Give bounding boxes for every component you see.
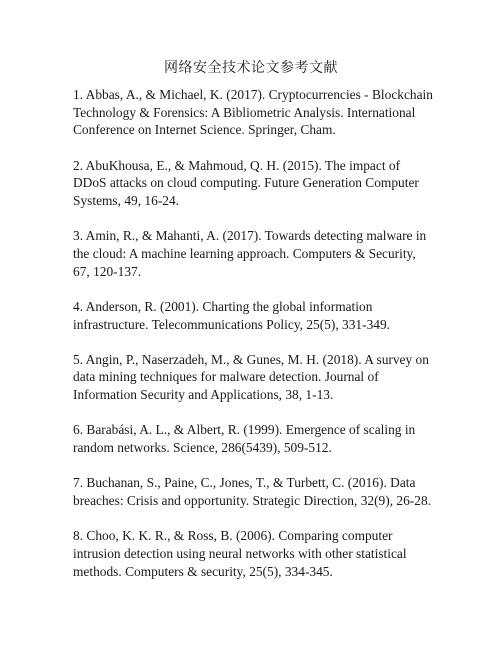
reference-line: intrusion detection using neural networks with other statistical bbox=[73, 545, 407, 561]
reference-line: data mining techniques for malware detection. Journal of bbox=[73, 369, 379, 385]
reference-line: DDoS attacks on cloud computing. Future Generation Computer bbox=[73, 175, 419, 191]
reference-item bbox=[73, 474, 433, 509]
reference-line: 67, 120-137. bbox=[73, 263, 142, 279]
reference-line: random networks. Science, 286(5439), 509-512. bbox=[73, 440, 332, 456]
reference-line: 3. Amin, R., & Mahanti, A. (2017). Towards detecting malware in bbox=[73, 228, 427, 244]
reference-item bbox=[73, 157, 433, 210]
document-title: 网络安全技术论文参考文献 bbox=[164, 60, 338, 76]
reference-line: 8. Choo, K. K. R., & Ross, B. (2006). Comparing computer bbox=[73, 528, 393, 544]
reference-item bbox=[73, 527, 433, 580]
reference-line: 5. Angin, P., Naserzadeh, M., & Gunes, M. H. (2018). A survey on bbox=[73, 351, 429, 367]
reference-line: Systems, 49, 16-24. bbox=[73, 193, 180, 209]
reference-line: the cloud: A machine learning approach. Computers & Security, bbox=[73, 245, 416, 261]
reference-line: infrastructure. Telecommunications Policy, 25(5), 331-349. bbox=[73, 316, 391, 332]
reference-line: 7. Buchanan, S., Paine, C., Jones, T., & Turbett, C. (2016). Data bbox=[73, 475, 416, 491]
reference-line: Technology & Forensics: A Bibliometric Analysis. International bbox=[73, 104, 416, 120]
reference-list bbox=[73, 86, 433, 598]
reference-line: methods. Computers & security, 25(5), 334-345. bbox=[73, 563, 333, 579]
reference-line: 6. Barabási, A. L., & Albert, R. (1999). Emergence of scaling in bbox=[73, 422, 416, 438]
reference-item bbox=[73, 351, 433, 404]
reference-line: breaches: Crisis and opportunity. Strategic Direction, 32(9), 26-28. bbox=[73, 492, 431, 508]
reference-item bbox=[73, 227, 433, 280]
reference-line: 4. Anderson, R. (2001). Charting the global information bbox=[73, 298, 373, 314]
reference-line: 2. AbuKhousa, E., & Mahmoud, Q. H. (2015). The impact of bbox=[73, 157, 401, 173]
reference-line: Conference on Internet Science. Springer, Cham. bbox=[73, 122, 336, 138]
reference-item bbox=[73, 421, 433, 456]
reference-line: Information Security and Applications, 38, 1-13. bbox=[73, 387, 334, 403]
reference-item bbox=[73, 86, 433, 139]
reference-item bbox=[73, 298, 433, 333]
reference-line: 1. Abbas, A., & Michael, K. (2017). Cryptocurrencies - Blockchain bbox=[73, 87, 433, 102]
